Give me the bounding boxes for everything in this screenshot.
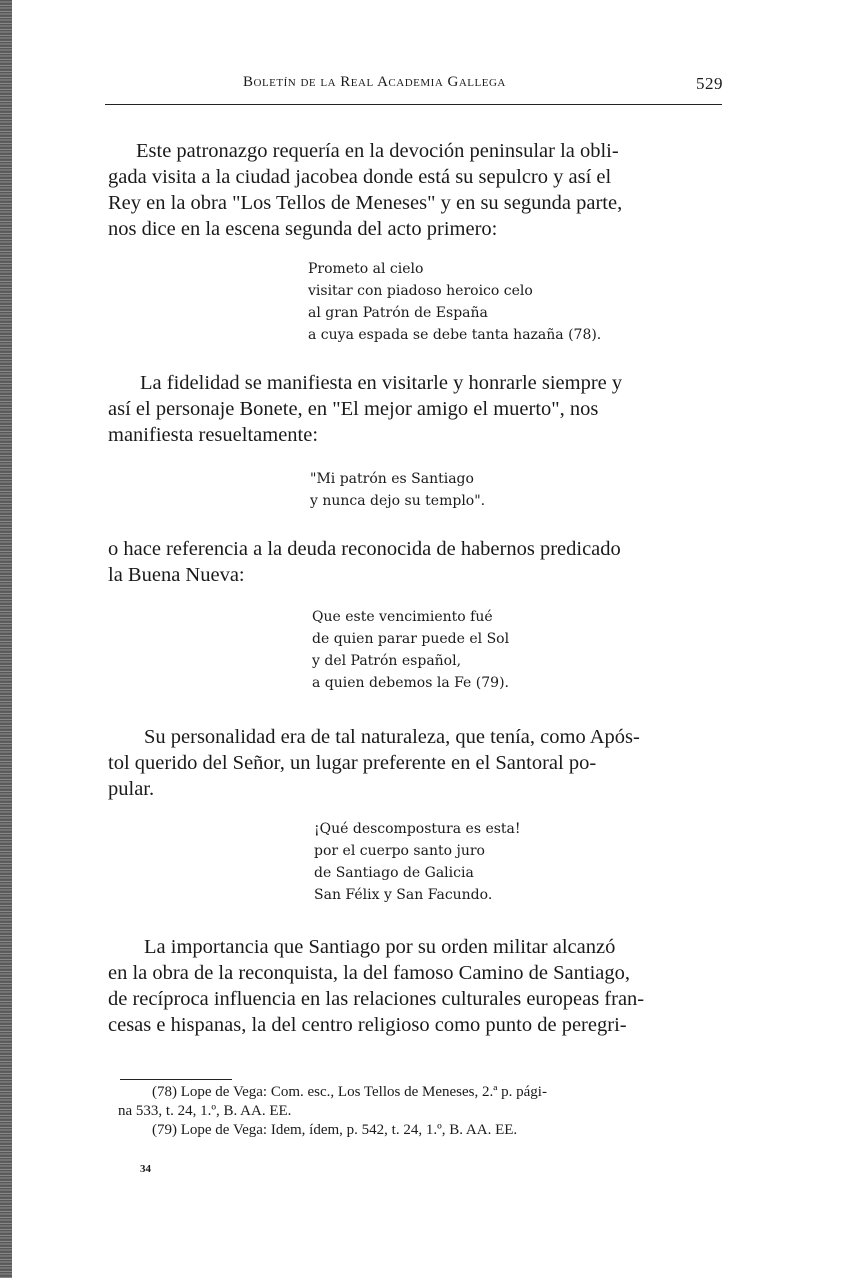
journal-title: Boletín de la Real Academia Gallega: [243, 74, 506, 90]
footnote-79: (79) Lope de Vega: Idem, ídem, p. 542, t. 24, 1.º, B. AA. EE.: [152, 1122, 518, 1138]
text-line: así el personaje Bonete, en "El mejor amigo el muerto", nos: [108, 398, 599, 420]
book-binding-edge: [0, 0, 12, 1278]
header-rule: [105, 104, 722, 105]
text-line: Su personalidad era de tal naturaleza, que tenía, como Após-: [144, 726, 640, 748]
verse-line: "Mi patrón es Santiago: [310, 471, 474, 487]
verse-line: de quien parar puede el Sol: [312, 631, 510, 647]
text-line: la Buena Nueva:: [108, 564, 245, 586]
footnotes: [118, 1083, 738, 1140]
footnote-78-line-1: (78) Lope de Vega: Com. esc., Los Tellos de Meneses, 2.ª p. pági-: [152, 1084, 547, 1100]
text-line: La importancia que Santiago por su orden militar alcanzó: [144, 936, 616, 958]
text-line: La fidelidad se manifiesta en visitarle y honrarle siempre y: [140, 372, 623, 394]
text-line: manifiesta resueltamente:: [108, 424, 319, 446]
footnote-78-line-2: na 533, t. 24, 1.º, B. AA. EE.: [118, 1103, 292, 1119]
text-line: de recíproca influencia en las relaciones culturales europeas fran-: [108, 988, 645, 1010]
text-line: Rey en la obra "Los Tellos de Meneses" y en su segunda parte,: [108, 192, 623, 214]
text-line: gada visita a la ciudad jacobea donde está su sepulcro y así el: [108, 166, 612, 188]
verse-line: a cuya espada se debe tanta hazaña (78).: [308, 327, 602, 343]
footnote-rule: [120, 1079, 232, 1080]
text-line: nos dice en la escena segunda del acto primero:: [108, 218, 498, 240]
verse-line: a quien debemos la Fe (79).: [312, 675, 509, 691]
paragraph-2: [108, 370, 728, 448]
verse-line: Que este vencimiento fué: [312, 609, 493, 625]
verse-line: San Félix y San Facundo.: [314, 887, 493, 903]
text-line: Este patronazgo requería en la devoción peninsular la obli-: [136, 140, 619, 162]
verse-line: por el cuerpo santo juro: [314, 843, 485, 859]
verse-line: ¡Qué descompostura es esta!: [314, 821, 521, 837]
text-line: en la obra de la reconquista, la del famoso Camino de Santiago,: [108, 962, 631, 984]
verse-line: y del Patrón español,: [312, 653, 462, 669]
text-line: tol querido del Señor, un lugar preferente en el Santoral po-: [108, 752, 597, 774]
verse-quote-3: [312, 606, 509, 694]
verse-line: al gran Patrón de España: [308, 305, 488, 321]
page-number: 529: [696, 74, 723, 93]
paragraph-5: [108, 934, 728, 1038]
verse-quote-2: [310, 468, 485, 512]
paragraph-3: [108, 536, 728, 588]
paragraph-4: [108, 724, 728, 802]
verse-quote-1: [308, 258, 601, 346]
text-line: pular.: [108, 778, 155, 800]
verse-line: de Santiago de Galicia: [314, 865, 474, 881]
verse-line: visitar con piadoso heroico celo: [308, 283, 533, 299]
verse-quote-4: [314, 818, 521, 906]
paragraph-1: [108, 138, 728, 242]
text-line: cesas e hispanas, la del centro religioso como punto de peregri-: [108, 1014, 627, 1036]
printer-signature: 34: [140, 1163, 151, 1175]
text-line: o hace referencia a la deuda reconocida de habernos predicado: [108, 538, 621, 560]
verse-line: Prometo al cielo: [308, 261, 424, 277]
verse-line: y nunca dejo su templo".: [310, 493, 486, 509]
